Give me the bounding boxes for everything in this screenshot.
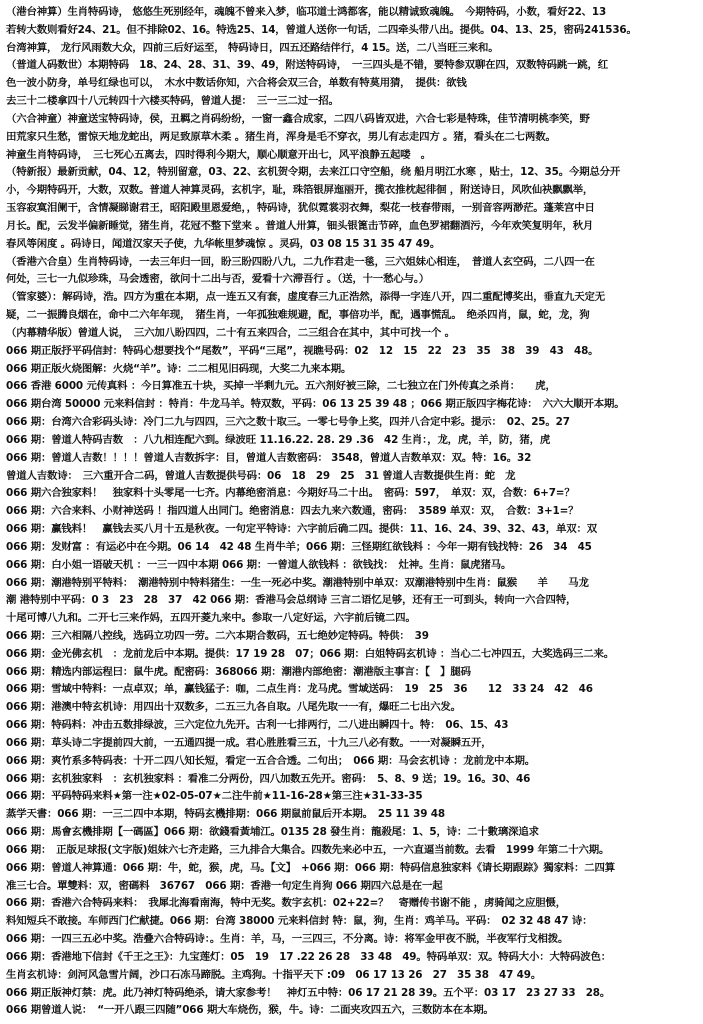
text-line: 066 期：三六相隔八控线，选码立功四一劳。二六本期合数码，五七绝妙定特码。特供： 39 xyxy=(6,629,429,642)
text-line: 066 期：曾道人特码吉数 ：八九相连配六到。绿波旺 11.16.22. 28. 29 .36 42 生肖：，龙，虎，羊，防，猪，虎 xyxy=(6,433,551,446)
text-line: 神童生肖特码诗， 三七死心五离去，四时得利今期大，顺心顺意开出七，风平浪静五起喽 。 xyxy=(6,148,431,161)
text-line: 066 期： 正版足球报(文字版)姐妹六七齐走路，三九排合大集合。四数先来必中五，一六直逼当前数。去看 1999 年第二十六期。 xyxy=(6,843,610,856)
text-line: 准三七合。單雙料：双，密碼料 36767 066 期：香港一句定生肖狗 066 期四六总是在一起 xyxy=(6,879,443,892)
text-line: 066 期：香港六合特码来料： 我犀北海看南海，特中无奖。数字玄机：02+22=？ 寄赠传书谢不能 ，虏骑闻之应胆慑， xyxy=(6,897,566,910)
text-line: 066 期：白小姐一语破天机 ：一三一四中本期 066 期：一曾道人欲钱料 ：欲钱找： 灶神。生肖：鼠虎猪马。 xyxy=(6,558,512,571)
text-line: 066 期：一四三五必中奖。浩叠六合特码诗：。生肖：羊，马，一三四三，不分离。诗：将军金甲夜不脱，半夜军行戈相拨。 xyxy=(6,933,569,946)
text-line: （特新报）最新贡献，04、12，特别留意，03、22、玄机贺令期，去来江口守空船，绕 船月明江水寒 ，贴士，12、35。今期总分开 xyxy=(6,166,621,179)
text-line: （管家婆）：解码诗，浩。四方为重在本期，点一连五又有套，虚度春三九正浩然，添得一字连八开，四二重配博奖出，垂直九天定无 xyxy=(6,291,605,304)
text-line: （香港六合皇）生肖特码诗，一去三年归一回，盼三盼四盼八九，二九作君走一毯，三六姐妹心相连， 普道人玄空码，二八四一在 xyxy=(6,255,595,268)
text-line: 料知短兵不敢接。车师西门伫献捷。066 期：台湾 38000 元来料信封 特：鼠，狗，生肖：鸡羊马。平码： 02 32 48 47 诗： xyxy=(6,915,593,928)
text-line: 台湾神算， 龙行风雨数大众，四前三后好运至， 特码诗日，四五还路结伴行，4 15。送，二八当旺三来和。 xyxy=(6,41,499,54)
text-line: 066 期：爽竹系多特码表：十开二四八知长短，看定一五合合透。二句出； 066 期：马会玄机诗 ：龙前龙中本期。 xyxy=(6,754,535,767)
text-line: 066 期正版火烧图解：火烧“羊”。诗：二二相见旧码现，大奖二九来本期。 xyxy=(6,362,352,375)
text-line: （内幕精华版）曾道人说， 三六加八盼四四，二十有五来四合，二三组合在其中，其中可找一个 。 xyxy=(6,326,455,339)
text-line: 066 期：台湾六合彩码头诗：冷门二九与四四，三六之数十取三。一零七号争上奖，四并八合定中彩。提示： 02、25。27 xyxy=(6,416,570,429)
text-line: 月长。配，云发半偏新睡觉，猪生肖，花冠不整下堂来 。普道人卅算，钿头银篦击节碎，血色罗裙翻酒污，今年欢笑复明年，秋月 xyxy=(6,219,594,232)
text-line: 066 期：发财富 ：有运必中在今期。06 14 42 48 生肖牛羊；066 期：三怪期红欲钱料 ：今年一期有钱找特：26 34 45 xyxy=(6,540,592,553)
text-line: （普道人码数世）本期特码 18、24、28、31、39、49，附送特码诗， 一三四头是不错，要特参双聊在四，双数特码跳一跳，红 xyxy=(6,59,609,72)
text-line: 066 期正版神灯禁：虎。此乃神灯特码绝杀，请大家参考！ 神灯五中特：06 17 21 28 39。五个平：03 17 23 27 33 28。 xyxy=(6,986,611,999)
text-line: （六合神童）神童送宝特码诗，侯，丑羁之肖码纷纷，一窗一鑫合成家，二四八码皆双进，六合七彩是特珠，佳节清明桃李笑，野 xyxy=(6,112,590,125)
text-line: 色一波小防身，单号红绿也可以， 木水中数话你知，六合将会双三合，单数有特莫用猜， 提供：欲钱 xyxy=(6,77,467,90)
text-line: 066 期：香港地下信封《千王之王》：九宝莲灯：05 19 17 .22 26 28 33 48 49。特码单双：双。特码大小：大特码波色： xyxy=(6,950,611,963)
text-line: 若转大数则看好24、21。但不排除02、16。特选25、14，曾道人送你一句话，二四牵头带八出。提供。04、13、25，密码241536。 xyxy=(6,23,637,36)
text-line: 小，今期特码开，大数，双数。普道人神算灵码，玄机字，耻，珠箔银屏迤丽开，揽衣推枕起徘徊 ，附送诗日，风吹仙袂飘飘举， xyxy=(6,184,594,197)
text-line: 066 期：平码特码来料★第一注★02-05-07★二注牛前★11-16-28★第三注★31-33-35 xyxy=(6,790,423,803)
text-line: 066 期：曾道人吉数！！！！曾道人吉数拆字：目，曾道人吉数密码： 3548，曾道人吉数单双：双。特：16。32 xyxy=(6,451,532,464)
text-line: 066 期：潮港特别平特料： 潮港特别中特料猪生：一生一死必中奖。潮港特别中单双：双潮港特别中生肖：鼠猴 羊 马龙 xyxy=(6,576,589,589)
text-line: 疑，二一振腾良烟在，命中二六年年现， 猪生肖，一年孤独难规避，配，事倍功半，配，遇事慌乱。 绝杀四肖，鼠，蛇，龙，狗 xyxy=(6,309,590,322)
text-line: 066 期：金光佛玄机 ：龙前龙后中本期。提供：17 19 28 07；066 期：白姐特码玄机诗 ：当心二七冲四五，大奖选码三二来。 xyxy=(6,647,614,660)
text-line: 潮 港特别中平码：0 3 23 28 37 42 066 期：香港马会总纲诗 三言二语忆足够，还有王一可到头，转向一六合四特， xyxy=(6,594,577,607)
text-line: 生肖玄机诗：剑河风急雪片阔，沙口石冻马蹄脱。主鸡狗。十指平天下 :09 06 17 13 26 27 35 38 47 49。 xyxy=(6,968,542,981)
text-line: 曾道人吉数诗： 三六重开合二码，曾道人吉数提供号码：06 18 29 25 31 曾道人吉数提供生肖：蛇 龙 xyxy=(6,469,516,482)
newspaper-page xyxy=(6,4,700,1020)
text-line: 066 期：赢钱料！ 赢钱去买八月十五是秋夜。一句定平特诗：六字前后确二四。提供：11、16、24、39、32、43，单双：双 xyxy=(6,523,597,536)
text-line: 066 香港 6000 元传真料 ：今日算准五十块，买掉一半剩九元。五六剂好被三除，二七独立在门外传真之杀肖： 虎， xyxy=(6,380,556,393)
text-line: 蒸学天書：066 期：一三二四中本期，特码玄機排期：066 期鼠前鼠后开本期。 25 11 39 48 xyxy=(6,808,445,821)
text-line: 066 期：玄机独家料 ：玄机独家料 ：看准二分两份，四八加数五先开。密码： 5、8、9 送；19。16。30、46 xyxy=(6,772,531,785)
text-line: 去三十二楼拿四十八元转四十六楼买特码，曾道人提： 三一三二过一招。 xyxy=(6,95,339,108)
text-line: 066 期：馬會玄機排期【一碼區】066 期：欲錢看黃埔江。0135 28 發生肖：龍殺尾：1、5，诗：二十數璃深追求 xyxy=(6,826,539,839)
text-line: 春风等闲度 。码诗日，闻道汉家天子使，九华帐里梦魂惊 。灵码，03 08 15 31 35 47 49。 xyxy=(6,237,441,250)
text-line: 玉容寂寞泪阑干，含情凝睇谢君王，昭阳殿里恩爱绝，，特码诗，犹似霓裳羽衣舞，梨花一枝春带雨，一别音容两渺茫。蓬莱宫中日 xyxy=(6,202,595,215)
text-line: 066 期曾道人说： “一开八跟三四随”066 期大车烧伤，猴，牛。诗：二面夹攻四五六，三数防本在本期。 xyxy=(6,1004,494,1017)
text-line: 何处，三七一九似珍珠，马会透密，欲问十二出与否，爱看十六滞吾行 。（送，十一愁心与。） xyxy=(6,273,430,286)
text-line: 066 期：特码料：冲击五数排绿波，三六定位九先开。古利一七排两行，二八进出瞬四十。特： 06、15、43 xyxy=(6,719,509,732)
text-line: 066 期正版抒平码信封：特码心想要找个“尾数”，平码“三尾”，视瞧号码：02 12 15 22 23 35 38 39 43 48。 xyxy=(6,344,599,357)
text-line: 066 期六合独家料！ 独家料十头零尾一七齐。内幕绝密消息：今期好马二十出。 密码：597， 单双：双，合数：6+7=？ xyxy=(6,487,575,500)
text-line: 066 期台湾 50000 元来料信封 ：特肖：牛龙马羊。特双数，平码：06 13 25 39 48 ；066 期正版四字梅花诗： 六六大顺开本期。 xyxy=(6,398,625,411)
text-line: 066 期：曾道人神算通：066 期：牛，蛇，猴，虎，马。【文】 +066 期：066 期：特码信息独家料《请长期跟踪》獨家料：二四算 xyxy=(6,861,616,874)
text-line: 066 期：草头诗二字提前四大前，一五通四提一成。君心胜胜看三五，十九三八必有数。一一对凝瞬五开， xyxy=(6,736,492,749)
text-line: 066 期：精选内部运程曰：鼠牛虎。配密码：368066 期：潮港内部绝密：潮港版主事言：【 】腿码 xyxy=(6,665,471,678)
text-line: 066 期：港澳中特玄机诗：用四出十双数多，二五三九各自取。八尾先取一一有，爆旺二七出六发。 xyxy=(6,701,461,714)
text-line: （港台神算）生肖特码诗， 悠悠生死别经年，魂魄不曾来入梦，临邛道士鸿都客，能以精诚致魂魄。 今期特码，小数，看好22、13 xyxy=(6,6,607,18)
text-line: 十尾可博八九和。二开七三来作妈，五四开菱九来中。参取一八定好运，六字前后镜二四。 xyxy=(6,612,416,625)
text-line: 066 期：雪域中特料：一点卓双；单，赢钱猛子：咖，二点生肖：龙马虎。雪域送码： 19 25 36 12 33 24 42 46 xyxy=(6,683,593,696)
text-line: 066 期：六合来料、小财神送码 ！指四道人出同门。绝密消息：四去九来六数通，密码： 3589 单双：双， 合数：3+1=？ xyxy=(6,505,579,518)
text-line: 田荒家只生愁，雷惊天地龙蛇出，两足致原草木柔 。猪生肖，浑身是毛不穿衣，男儿有志走四方 。猪，看头在二七两数。 xyxy=(6,130,556,143)
